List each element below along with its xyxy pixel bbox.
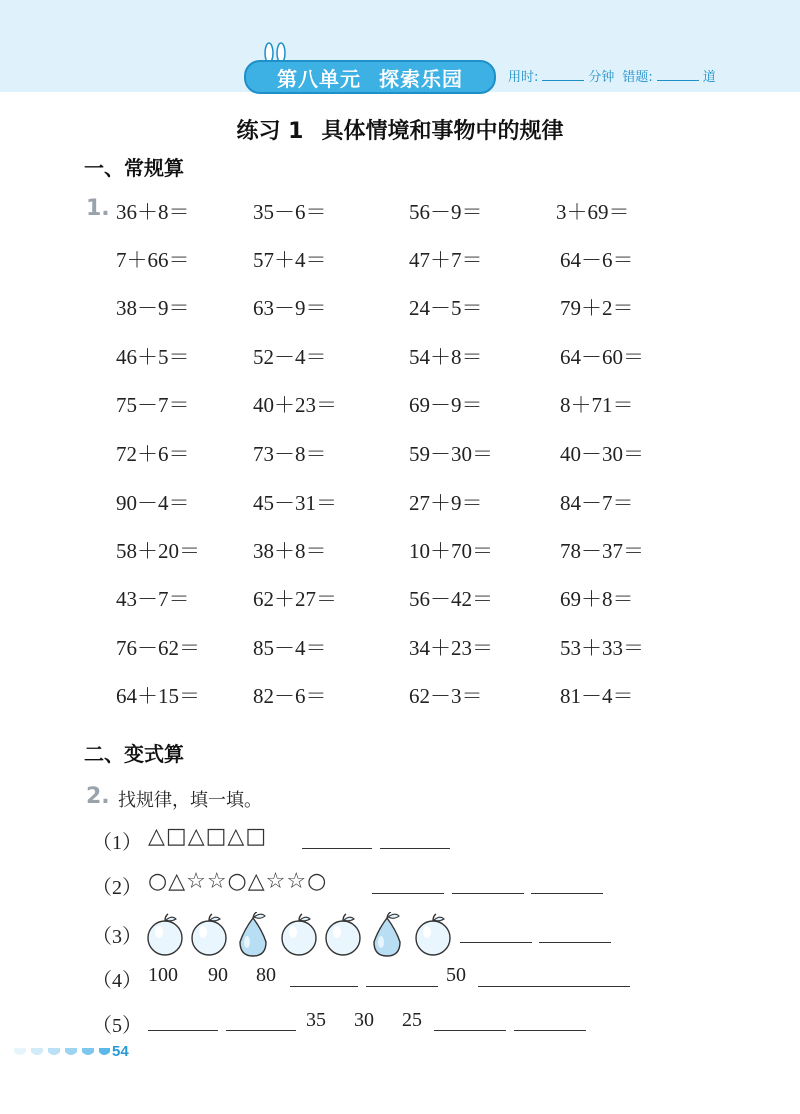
equation: 52－4＝ xyxy=(253,345,327,369)
pattern3-label: （3） xyxy=(92,926,142,948)
answer-blank[interactable] xyxy=(434,1030,506,1031)
equation: 64＋15＝ xyxy=(116,684,200,708)
equation: 3＋69＝ xyxy=(556,200,630,224)
equation: 56－42＝ xyxy=(409,587,493,611)
page-number: 54 xyxy=(112,1043,129,1060)
answer-blank[interactable] xyxy=(290,986,358,987)
answer-blank[interactable] xyxy=(514,1030,586,1031)
equation: 85－4＝ xyxy=(253,636,327,660)
equation: 63－9＝ xyxy=(253,296,327,320)
equation: 58＋20＝ xyxy=(116,539,200,563)
questions-unit: 道 xyxy=(702,70,716,85)
footer-dots xyxy=(14,1046,110,1060)
equation: 57＋4＝ xyxy=(253,248,327,272)
pear-icon xyxy=(374,912,400,956)
equation: 75－7＝ xyxy=(116,393,190,417)
answer-blank[interactable] xyxy=(366,986,438,987)
answer-blank[interactable] xyxy=(478,986,630,987)
unit-label: 第八单元 xyxy=(277,66,361,91)
equation: 59－30＝ xyxy=(409,442,493,466)
lesson-number: 练习 1 xyxy=(236,119,304,144)
equation: 69＋8＝ xyxy=(560,587,634,611)
answer-blank[interactable] xyxy=(148,1030,218,1031)
equation: 79＋2＝ xyxy=(560,296,634,320)
lesson-title xyxy=(0,114,800,145)
equation: 7＋66＝ xyxy=(116,248,190,272)
pattern4-label: （4） xyxy=(92,970,142,992)
apple-icon xyxy=(326,914,360,955)
answer-blank[interactable] xyxy=(380,848,450,849)
errors-blank[interactable] xyxy=(657,80,699,81)
sequence-number: 90 xyxy=(208,964,228,986)
equation: 73－8＝ xyxy=(253,442,327,466)
equation: 84－7＝ xyxy=(560,491,634,515)
equation: 62＋27＝ xyxy=(253,587,337,611)
timer-line xyxy=(508,66,716,85)
equation: 47＋7＝ xyxy=(409,248,483,272)
answer-blank[interactable] xyxy=(226,1030,296,1031)
answer-blank[interactable] xyxy=(539,942,611,943)
answer-blank[interactable] xyxy=(531,893,603,894)
equation: 40－30＝ xyxy=(560,442,644,466)
answer-blank[interactable] xyxy=(302,848,372,849)
pear-icon xyxy=(240,912,266,956)
pattern1-shapes: △□△□△□ xyxy=(148,824,268,849)
pattern2-shapes: ○△☆☆○△☆☆○ xyxy=(148,869,328,894)
equation: 64－60＝ xyxy=(560,345,644,369)
equation: 8＋71＝ xyxy=(560,393,634,417)
sequence-number: 80 xyxy=(256,964,276,986)
equation: 69－9＝ xyxy=(409,393,483,417)
section1-title: 一、常规算 xyxy=(84,156,184,180)
unit-banner xyxy=(244,60,496,94)
equation: 90－4＝ xyxy=(116,491,190,515)
errors-label: 错题: xyxy=(622,70,653,85)
question2-number: 2. xyxy=(86,784,110,809)
equation: 54＋8＝ xyxy=(409,345,483,369)
sequence-number: 50 xyxy=(446,964,466,986)
equation: 78－37＝ xyxy=(560,539,644,563)
apple-icon xyxy=(192,914,226,955)
equation: 40＋23＝ xyxy=(253,393,337,417)
time-label: 用时: xyxy=(508,70,539,85)
question1-number: 1. xyxy=(86,196,110,221)
equation: 46＋5＝ xyxy=(116,345,190,369)
apple-icon xyxy=(148,914,182,955)
pattern2-label: （2） xyxy=(92,877,142,899)
equation: 24－5＝ xyxy=(409,296,483,320)
sequence-number: 35 xyxy=(306,1009,326,1031)
equation: 27＋9＝ xyxy=(409,491,483,515)
apple-icon xyxy=(416,914,450,955)
section2-title: 二、变式算 xyxy=(84,742,184,766)
equation: 62－3＝ xyxy=(409,684,483,708)
sequence-number: 25 xyxy=(402,1009,422,1031)
answer-blank[interactable] xyxy=(452,893,524,894)
lesson-name: 具体情境和事物中的规律 xyxy=(321,119,564,144)
minutes-label: 分钟 xyxy=(588,70,615,85)
equation: 45－31＝ xyxy=(253,491,337,515)
equation: 72＋6＝ xyxy=(116,442,190,466)
fruit-sequence xyxy=(146,912,456,958)
equation: 10＋70＝ xyxy=(409,539,493,563)
apple-icon xyxy=(282,914,316,955)
sequence-number: 30 xyxy=(354,1009,374,1031)
time-blank[interactable] xyxy=(542,80,584,81)
equation: 56－9＝ xyxy=(409,200,483,224)
instruction: 找规律，填一填。 xyxy=(118,790,262,811)
equation: 43－7＝ xyxy=(116,587,190,611)
equation: 82－6＝ xyxy=(253,684,327,708)
equation: 64－6＝ xyxy=(560,248,634,272)
equation: 53＋33＝ xyxy=(560,636,644,660)
equation: 36＋8＝ xyxy=(116,200,190,224)
pattern5-label: （5） xyxy=(92,1015,142,1037)
equation: 81－4＝ xyxy=(560,684,634,708)
equation: 76－62＝ xyxy=(116,636,200,660)
unit-title: 探索乐园 xyxy=(379,66,463,91)
pattern1-label: （1） xyxy=(92,832,142,854)
sequence-number: 100 xyxy=(148,964,178,986)
equation: 38＋8＝ xyxy=(253,539,327,563)
equation: 38－9＝ xyxy=(116,296,190,320)
answer-blank[interactable] xyxy=(460,942,532,943)
equation: 35－6＝ xyxy=(253,200,327,224)
equation: 34＋23＝ xyxy=(409,636,493,660)
answer-blank[interactable] xyxy=(372,893,444,894)
